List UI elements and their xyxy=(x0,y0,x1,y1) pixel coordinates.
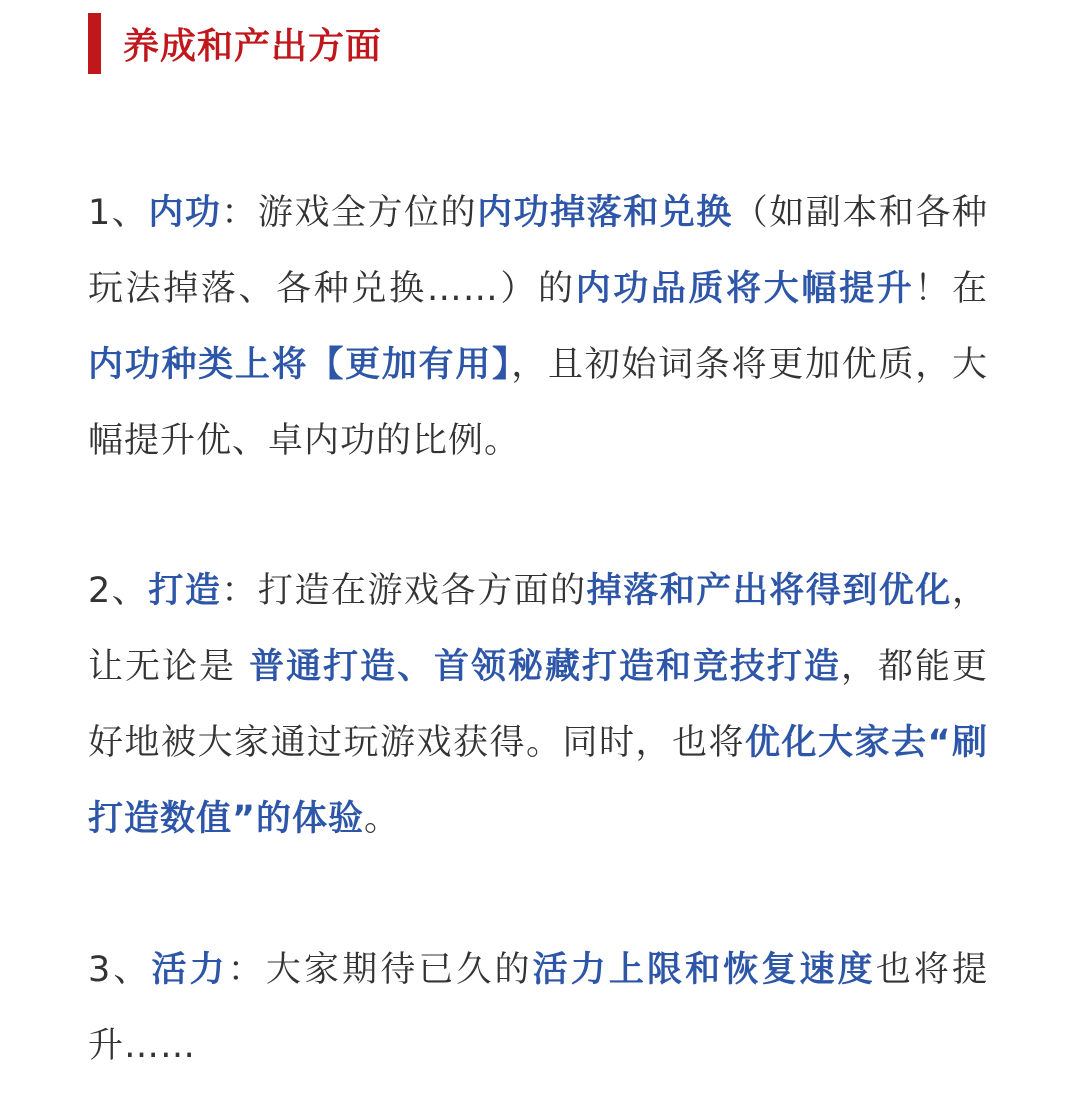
text-segment: ！在 xyxy=(914,269,988,309)
section-heading xyxy=(88,13,382,74)
highlight-segment: 普通打造、首领秘藏打造和竞技打造 xyxy=(249,647,841,687)
text-segment: 1、 xyxy=(88,193,149,233)
paragraph-huoli xyxy=(88,932,988,1084)
text-segment: 也将提升…… xyxy=(88,950,988,1066)
text-segment: （如副本和各种玩法掉落、各种兑换……）的 xyxy=(88,193,988,309)
highlight-segment: 打造 xyxy=(148,571,222,611)
text-segment: 3、 xyxy=(88,950,152,990)
text-segment: ，都能更好地被大家通过玩游戏获得。同时，也将 xyxy=(88,647,988,763)
text-segment: ，让无论是 xyxy=(88,571,988,687)
highlight-segment: 活力上限和恢复速度 xyxy=(532,950,876,990)
text-segment: ：大家期待已久的 xyxy=(227,950,533,990)
text-segment: ，且初始词条将更加优质，大幅提升优、卓内功的比例。 xyxy=(88,345,988,461)
highlight-segment: 内功 xyxy=(148,193,222,233)
highlight-segment: 内功种类上将【更加有用】 xyxy=(88,345,512,385)
highlight-segment: 内功品质将大幅提升 xyxy=(575,269,915,309)
text-segment: 2、 xyxy=(88,571,149,611)
highlight-segment: 优化大家去“刷打造数值”的体验 xyxy=(88,723,988,839)
highlight-segment: 活力 xyxy=(151,950,228,990)
highlight-segment: 内功掉落和兑换 xyxy=(477,193,733,233)
heading-title: 养成和产出方面 xyxy=(123,26,383,67)
text-segment: ：游戏全方位的 xyxy=(221,193,478,233)
heading-accent-bar xyxy=(88,13,101,74)
text-segment: 。 xyxy=(364,799,401,839)
paragraph-dazao xyxy=(88,553,988,857)
highlight-segment: 掉落和产出将得到优化 xyxy=(586,571,952,611)
text-segment: ：打造在游戏各方面的 xyxy=(221,571,587,611)
paragraph-neigong xyxy=(88,175,988,479)
